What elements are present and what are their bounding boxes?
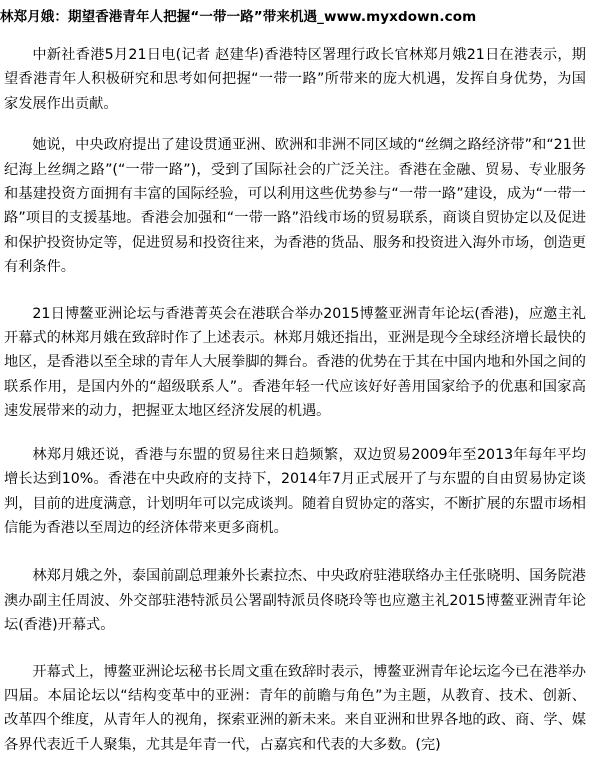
- article-paragraph: 中新社香港5月21日电(记者 赵建华)香港特区署理行政长官林郑月娥21日在港表示，期望香港青年人积极研究和思考如何把握“一带一路”所带来的庞大机遇，发挥自身优势，为国家发展作出贡献。: [4, 47, 586, 112]
- article-paragraph: 她说，中央政府提出了建设贯通亚洲、欧洲和非洲不同区域的“丝绸之路经济带”和“21世纪海上丝绸之路”(“一带一路”)，受到了国际社会的广泛关注。香港在金融、贸易、专业服务和基建投资方面拥有丰富的国际经验，可以利用这些优势参与“一带一路”建设，成为“一带一路”项目的支援基地。香港会加强和“一带一路”沿线市场的贸易联系，商谈自贸协定以及促进和保护投资协定等，促进贸易和投资往来，为香港的货品、服务和投资进入海外市场，创造更有利条件。: [4, 137, 586, 276]
- article-paragraph: 林郑月娥之外，泰国前副总理兼外长素拉杰、中央政府驻港联络办主任张晓明、国务院港澳办副主任周波、外交部驻港特派员公署副特派员佟晓玲等也应邀主礼2015博鳌亚洲青年论坛(香港)开幕式。: [4, 568, 586, 634]
- article-paragraph: 林郑月娥还说，香港与东盟的贸易往来日趋频繁，双边贸易2009年至2013年每年平均增长达到10%。香港在中央政府的支持下，2014年7月正式展开了与东盟的自由贸易协定谈判，目前的进度满意，计划明年可以完成谈判。随着自贸协定的落实，不断扩展的东盟市场相信能为香港以至周边的经济体带来更多商机。: [4, 446, 586, 536]
- article-headline: 林郑月娥：期望香港青年人把握“一带一路”带来机遇_www.myxdown.com: [0, 9, 477, 25]
- article-body: [4, 43, 586, 757]
- article-paragraph: 开幕式上，博鳌亚洲论坛秘书长周文重在致辞时表示，博鳌亚洲青年论坛迄今已在港举办四届。本届论坛以“结构变革中的亚洲：青年的前瞻与角色”为主题，从教育、技术、创新、改革四个维度，从青年人的视角，探索亚洲的新未来。来自亚洲和世界各地的政、商、学、媒各界代表近千人聚集，尤其是年青一代，占嘉宾和代表的大多数。(完): [4, 663, 586, 753]
- article-paragraph: 21日博鳌亚洲论坛与香港菁英会在港联合举办2015博鳌亚洲青年论坛(香港)，应邀主礼开幕式的林郑月娥在致辞时作了上述表示。林郑月娥还指出，亚洲是现今全球经济增长最快的地区，是香港以至全球的青年人大展拳脚的舞台。香港的优势在于其在中国内地和外国之间的联系作用，是国内外的“超级联系人”。香港年轻一代应该好好善用国家给予的优惠和国家高速发展带来的动力，把握亚太地区经济发展的机遇。: [4, 305, 586, 420]
